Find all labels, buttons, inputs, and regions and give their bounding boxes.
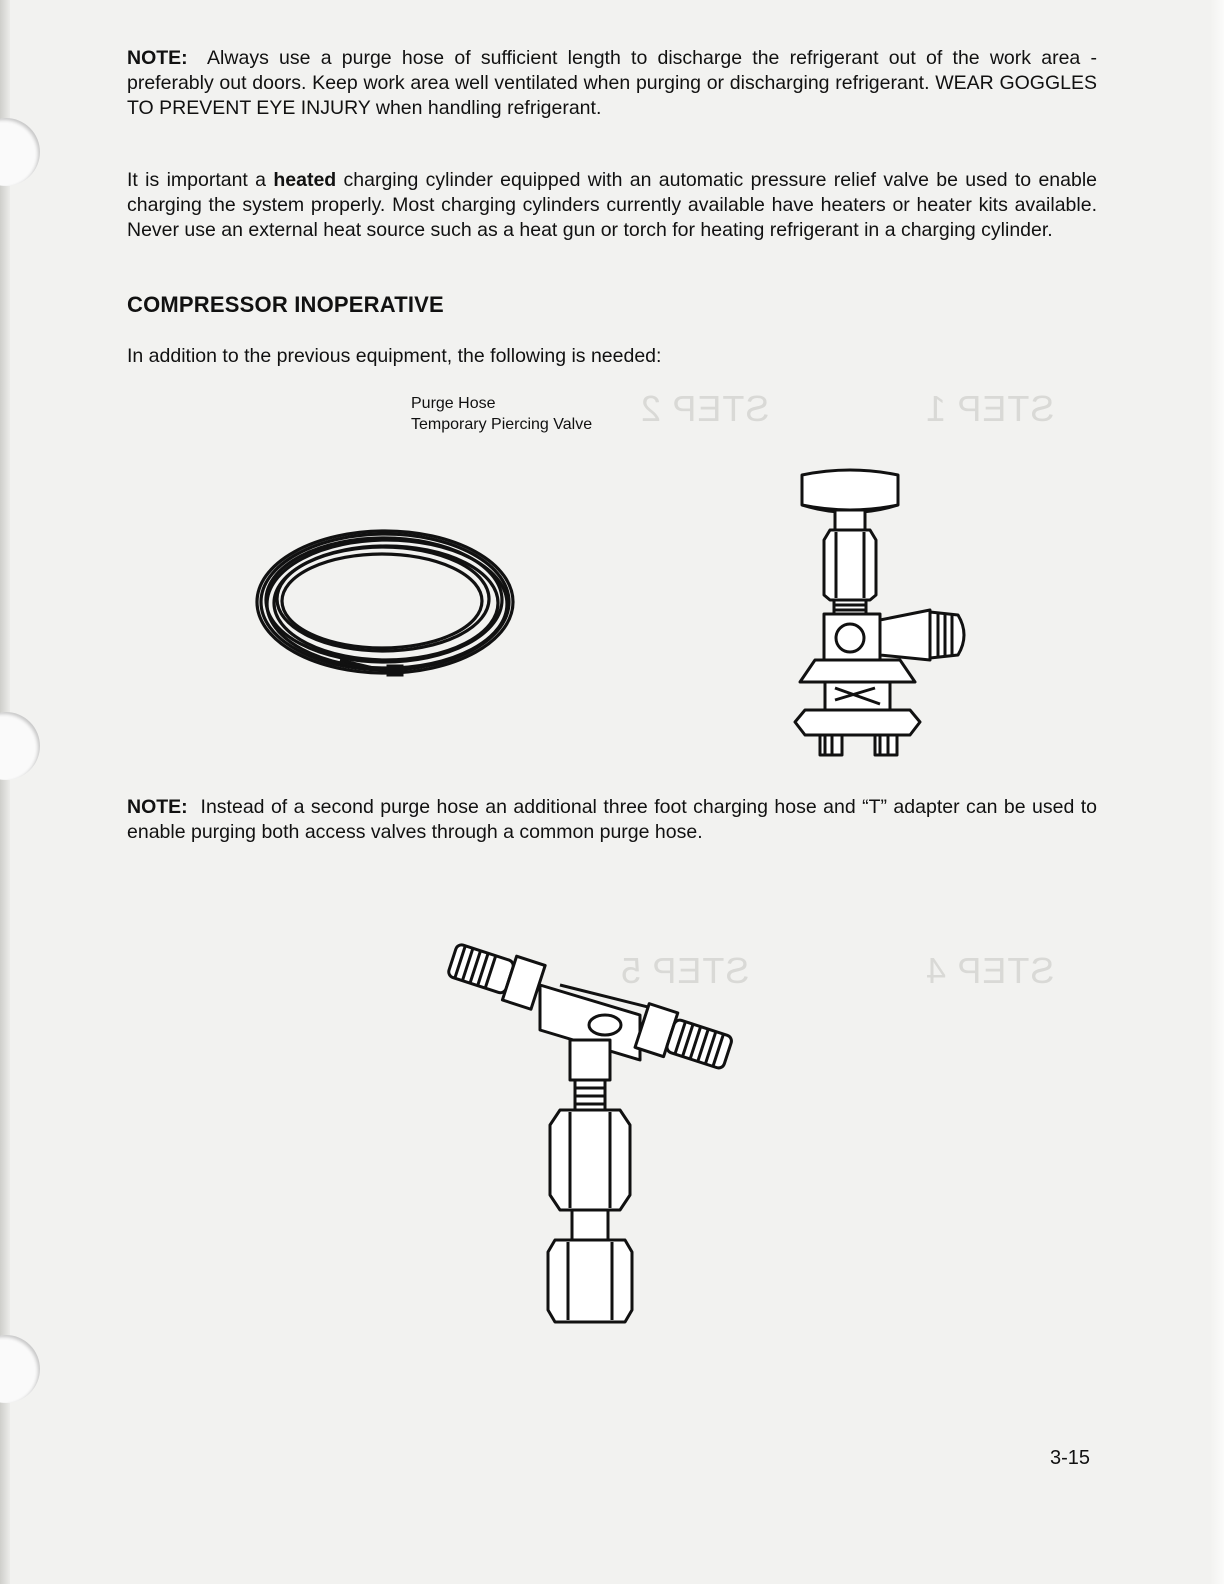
note-text: Instead of a second purge hose an additional three foot charging hose and “T” adapter can be used to enable purging both access valves through a common purge hose. (127, 796, 1097, 843)
intro-text (127, 344, 1097, 369)
paragraph-text: charging cylinder equipped with an automatic pressure relief valve be used to enable charging the system properly. Most charging cylinders currently available have heaters or heater kits available. Never use an external heat source such as a heat gun or torch for heating refrigerant in a charging cylinder. (127, 169, 1098, 241)
emphasis-heated: heated (273, 169, 337, 191)
note-1 (127, 46, 1097, 121)
equipment-item-purge-hose: Purge Hose (411, 395, 496, 412)
piercing-valve-illustration (780, 460, 980, 760)
equipment-item-piercing-valve: Temporary Piercing Valve (411, 416, 593, 433)
binder-hole-top (0, 118, 40, 186)
heated-cylinder-paragraph (127, 168, 1097, 243)
binder-hole-bottom (0, 1335, 40, 1403)
note-text: Always use a purge hose of sufficient length to discharge the refrigerant out of the work area - preferably out doors. Keep work area well ventilated when purging or discharging refrigerant. WEAR GOGGLES TO PREVENT EYE INJURY when handling refrigerant. (127, 47, 1097, 119)
purge-hose-illustration (250, 520, 520, 680)
paragraph-text: It is important a (127, 169, 274, 191)
bleed-through: STEP 5 (620, 950, 750, 991)
note-label: NOTE: (127, 796, 188, 818)
binder-hole-middle (0, 712, 40, 780)
bleed-through: STEP 2 (640, 388, 770, 429)
intro-sentence: In addition to the previous equipment, the following is needed: (127, 345, 662, 367)
equipment-list (411, 393, 592, 435)
note-2 (127, 795, 1097, 845)
page-number: 3-15 (1050, 1447, 1091, 1469)
bleed-through: STEP 1 (925, 388, 1055, 429)
note-label: NOTE: (127, 47, 188, 69)
bleed-through: STEP 4 (925, 950, 1055, 991)
page-edge-right (1210, 0, 1224, 1584)
t-adapter-illustration (440, 940, 770, 1340)
section-heading: COMPRESSOR INOPERATIVE (127, 292, 444, 317)
